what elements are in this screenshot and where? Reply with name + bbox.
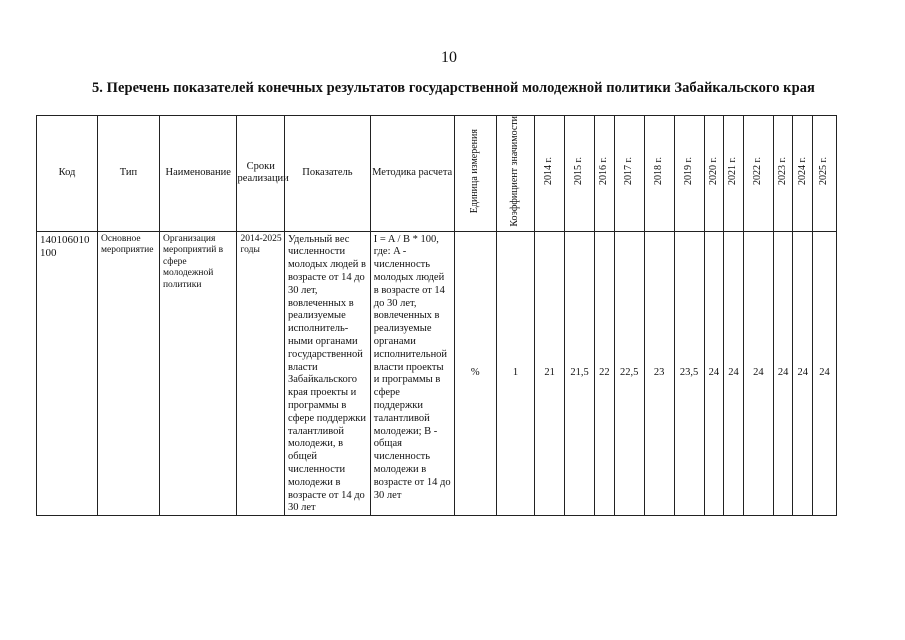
cell-period: 2014-2025 годы	[237, 231, 285, 516]
header-year	[813, 116, 837, 232]
cell-name: Организация мероприятий в сфере молодежной политики	[159, 231, 237, 516]
header-year	[724, 116, 744, 232]
header-year	[644, 116, 674, 232]
header-coefficient-label: Коэффициент значимости	[509, 116, 521, 227]
header-unit	[454, 116, 496, 232]
header-year-label: 2024 г.	[796, 157, 808, 186]
header-year	[565, 116, 595, 232]
cell-year-value: 24	[773, 231, 793, 516]
cell-type: Основное мероприятие	[97, 231, 159, 516]
header-year-label: 2014 г.	[543, 157, 555, 186]
indicators-table	[36, 115, 837, 516]
header-type: Тип	[97, 116, 159, 232]
header-unit-label: Единица измерения	[468, 129, 480, 214]
header-indicator: Показатель	[285, 116, 371, 232]
header-year	[743, 116, 773, 232]
header-year-label: 2025 г.	[818, 157, 830, 186]
header-year-label: 2020 г.	[707, 157, 719, 186]
document-title: 5. Перечень показателей конечных результатов государственной молодежной политики Забайкальского края	[92, 80, 815, 96]
cell-year-value: 22,5	[614, 231, 644, 516]
cell-unit: %	[454, 231, 496, 516]
header-method: Методика расчета	[370, 116, 454, 232]
cell-year-value: 23	[644, 231, 674, 516]
header-coefficient	[496, 116, 534, 232]
header-year-label: 2016 г.	[598, 157, 610, 186]
cell-method: I = A / B * 100, где: A - численность молодых людей в возрасте от 14 до 30 лет, вовлеченных в реализуемые органами исполнительной власти проекты и программы в сфере поддержки талантливой молодежи; B - общая численность молодежи в возрасте от 14 до 30 лет	[370, 231, 454, 516]
cell-year-value: 24	[704, 231, 724, 516]
cell-year-value: 21,5	[565, 231, 595, 516]
header-year-label: 2023 г.	[776, 157, 788, 186]
header-year-label: 2017 г.	[622, 157, 634, 186]
cell-year-value: 21	[535, 231, 565, 516]
header-year-label: 2015 г.	[573, 157, 585, 186]
header-year-label: 2021 г.	[727, 157, 739, 186]
header-name: Наименование	[159, 116, 237, 232]
table-row	[37, 231, 837, 516]
header-year	[614, 116, 644, 232]
cell-year-value: 24	[743, 231, 773, 516]
header-year-label: 2019 г.	[682, 157, 694, 186]
header-year	[773, 116, 793, 232]
cell-year-value: 24	[793, 231, 813, 516]
cell-indicator: Удельный вес численности молодых людей в возрасте от 14 до 30 лет, вовлеченных в реализуемые исполнитель-ными органами государственной власти Забайкальского края проекты и программы в сфере поддержки талантливой молодежи, в общей численности молодежи в возрасте от 14 до 30 лет	[285, 231, 371, 516]
page-number: 10	[441, 49, 457, 66]
cell-year-value: 22	[595, 231, 615, 516]
header-year	[793, 116, 813, 232]
header-year	[595, 116, 615, 232]
cell-year-value: 23,5	[674, 231, 704, 516]
header-period: Сроки реализации	[237, 116, 285, 232]
header-year-label: 2018 г.	[652, 157, 664, 186]
table-header-row	[37, 116, 837, 232]
cell-year-value: 24	[724, 231, 744, 516]
cell-code: 140106010100	[37, 231, 98, 516]
header-code: Код	[37, 116, 98, 232]
header-year-label: 2022 г.	[752, 157, 764, 186]
cell-year-value: 24	[813, 231, 837, 516]
header-year	[535, 116, 565, 232]
header-year	[674, 116, 704, 232]
header-year	[704, 116, 724, 232]
cell-coefficient: 1	[496, 231, 534, 516]
